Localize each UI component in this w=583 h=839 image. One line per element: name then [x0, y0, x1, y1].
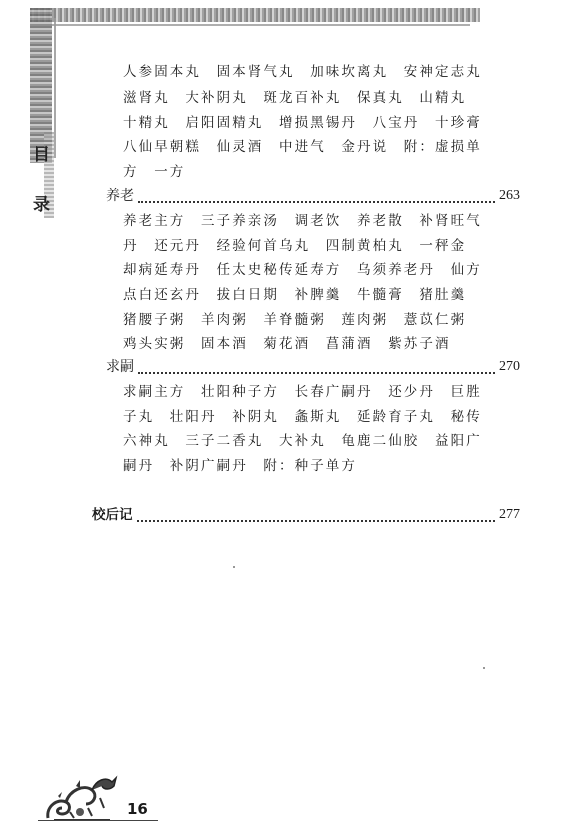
toc-line: 人参固本丸 固本肾气丸 加味坎离丸 安神定志丸	[123, 64, 482, 80]
side-label-lu: 录	[33, 195, 50, 215]
speck	[483, 667, 485, 669]
footer-rule	[38, 820, 158, 821]
toc-line: 求嗣主方 壮阳种子方 长春广嗣丹 还少丹 巨胜	[123, 384, 482, 400]
entry-title: 养老	[106, 188, 134, 204]
leader-dots	[138, 200, 495, 203]
toc-line: 滋肾丸 大补阴丸 斑龙百补丸 保真丸 山精丸	[123, 90, 467, 106]
entry-page: 270	[499, 359, 520, 374]
toc-line: 点白还玄丹 拔白日期 补脾羹 牛髓膏 猪肚羹	[123, 287, 467, 303]
toc-entry-qiusi[interactable]	[106, 355, 520, 379]
leader-dots	[137, 519, 496, 522]
toc-line: 八仙早朝糕 仙灵酒 中进气 金丹说 附：虚损单	[123, 139, 482, 155]
toc-line: 却病延寿丹 任太史秘传延寿方 乌须养老丹 仙方	[123, 262, 482, 278]
toc-line: 嗣丹 补阴广嗣丹 附：种子单方	[123, 458, 357, 474]
dragon-icon	[40, 768, 120, 824]
toc-line: 丹 还元丹 经验何首乌丸 四制黄柏丸 一秤金	[123, 238, 467, 254]
toc-line: 六神丸 三子二香丸 大补丸 龟鹿二仙胶 益阳广	[123, 433, 482, 449]
toc-line: 十精丸 启阳固精丸 增损黑锡丹 八宝丹 十珍膏	[123, 115, 482, 131]
page-number: 16	[127, 800, 148, 818]
entry-page: 277	[499, 507, 520, 522]
corner-decoration-top	[30, 8, 480, 22]
toc-line: 猪腰子粥 羊肉粥 羊脊髓粥 莲肉粥 薏苡仁粥	[123, 312, 467, 328]
toc-line: 养老主方 三子养亲汤 调老饮 养老散 补肾旺气	[123, 213, 482, 229]
speck	[233, 566, 235, 568]
toc-entry-jiaohouji[interactable]	[92, 503, 520, 527]
leader-dots	[138, 371, 495, 374]
entry-title: 校后记	[92, 507, 133, 523]
side-label-mu: 目	[33, 145, 50, 165]
entry-title: 求嗣	[106, 359, 134, 375]
toc-entry-yanglao[interactable]	[106, 184, 520, 208]
toc-line: 子丸 壮阳丹 补阴丸 螽斯丸 延龄育子丸 秘传	[123, 409, 482, 425]
entry-page: 263	[499, 188, 520, 203]
toc-line: 方 一方	[123, 164, 186, 180]
toc-line: 鸡头实粥 固本酒 菊花酒 菖蒲酒 紫苏子酒	[123, 336, 451, 352]
